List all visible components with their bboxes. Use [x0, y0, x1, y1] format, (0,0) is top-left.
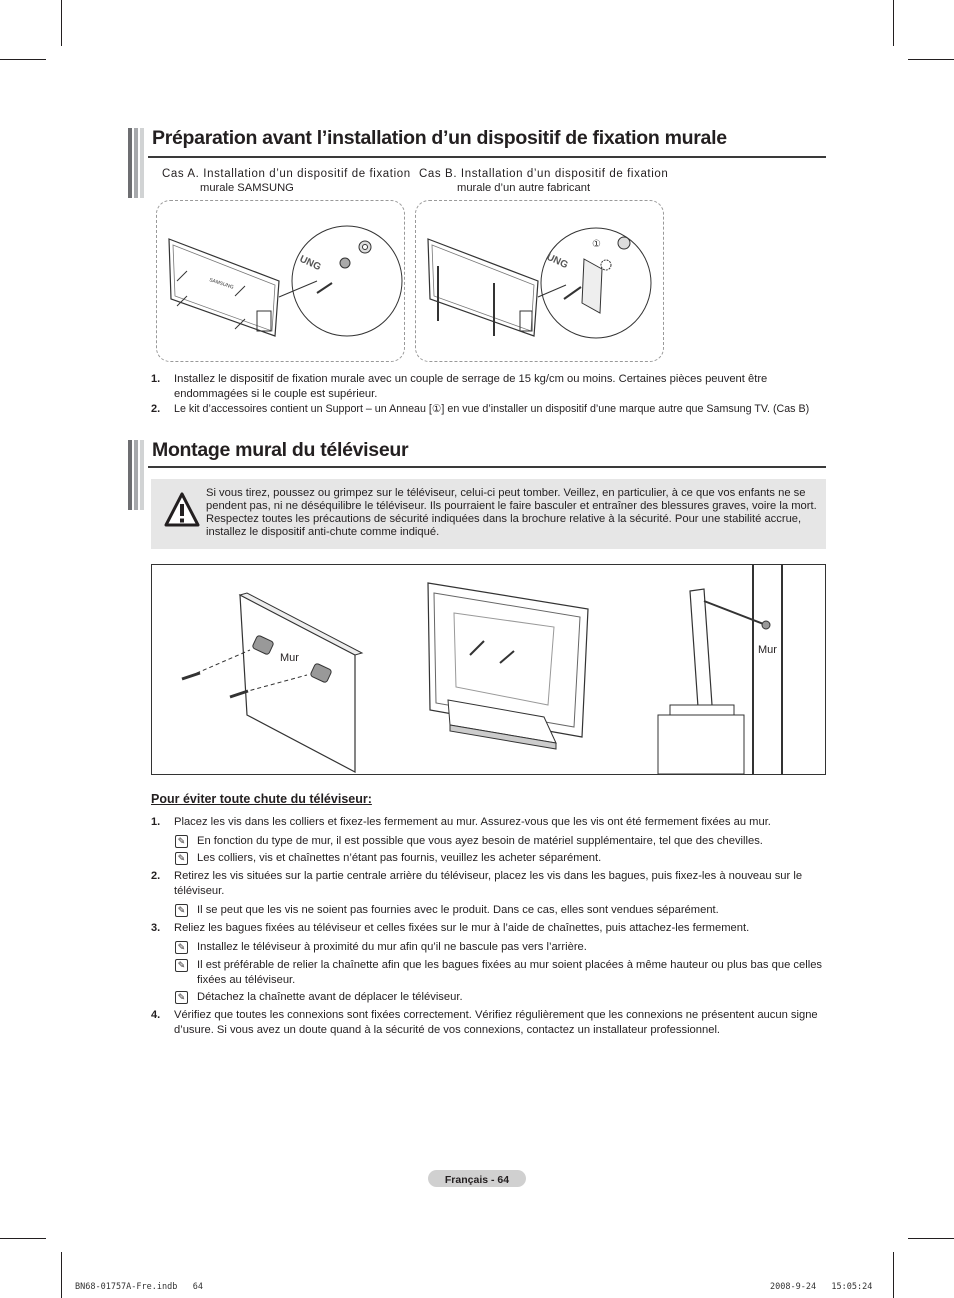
crop-mark [908, 1238, 954, 1239]
wall-chain-illustration [152, 565, 825, 774]
note-icon: ✎ [175, 852, 188, 865]
svg-text:UNG: UNG [297, 253, 323, 274]
wall-label: Mur [280, 652, 299, 664]
crop-mark [908, 59, 954, 60]
step-text: Vérifiez que toutes les connexions sont fixées correctement. Vérifiez régulièrement que les connexions ne présentent aucun signe d’usure. Si vous avez un doute quand à la sécurité de vos connexions, contactez un installateur professionnel. [174, 1009, 818, 1036]
section-title: Montage mural du téléviseur [152, 439, 409, 461]
note-icon: ✎ [175, 959, 188, 972]
tv-back-wall-mount-samsung-illustration [157, 201, 404, 361]
section-rule [148, 156, 826, 158]
anti-fall-illustration [151, 564, 826, 775]
warning-triangle-icon [164, 492, 200, 528]
crop-mark [893, 1252, 894, 1298]
svg-text:SAMSUNG: SAMSUNG [208, 277, 235, 291]
note-icon: ✎ [175, 835, 188, 848]
page-number-label: Français - 64 [444, 1174, 510, 1186]
subheading: Pour éviter toute chute du téléviseur: [151, 792, 372, 806]
step-note: Les colliers, vis et chaînettes n’étant pas fournis, veuillez les acheter séparément. [197, 852, 602, 864]
crop-mark [61, 1252, 62, 1298]
step-number: 2. [151, 870, 161, 882]
step-text: Placez les vis dans les colliers et fixez-les fermement au mur. Assurez-vous que les vis ont été fermement fixées au mur. [174, 816, 771, 828]
tv-back-wall-mount-other-illustration [416, 201, 663, 361]
footer-file: BN68-01757A-Fre.indb 64 [75, 1282, 203, 1292]
crop-mark [893, 0, 894, 46]
note-icon: ✎ [175, 904, 188, 917]
warning-text: Si vous tirez, poussez ou grimpez sur le téléviseur, celui-ci peut tomber. Veillez, en particulier, à ce que vos enfants ne se pendent pas, ni ne déséquilibre le téléviseur. Ils pourraient le faire basculer et entraîner des blessures graves, voire la mort. Respectez toutes les précautions de sécurité indiquées dans la brochure relative à la sécurité. Pour une stabilité accrue, installez le dispositif anti-chute comme indiqué. [206, 487, 817, 538]
step-number: 1. [151, 816, 161, 828]
note-icon: ✎ [175, 991, 188, 1004]
step-note: Il se peut que les vis ne soient pas fournies avec le produit. Dans ce cas, elles sont vendues séparément. [197, 904, 719, 916]
step-text: Retirez les vis situées sur la partie centrale arrière du téléviseur, placez les vis dans les bagues, puis fixez-les à nouveau sur le téléviseur. [174, 870, 803, 897]
list-item-text: Le kit d’accessoires contient un Support – un Anneau [①] en vue d’installer un dispositif d’une marque autre que Samsung TV. (Cas B) [174, 403, 810, 415]
list-item-text: Installez le dispositif de fixation murale avec un couple de serrage de 15 kg/cm ou moins. Certaines pièces peuvent être endommagées si le couple est supérieur. [174, 373, 768, 400]
step-number: 3. [151, 922, 161, 934]
case-b-illustration [415, 200, 664, 362]
step-note: En fonction du type de mur, il est possible que vous ayez besoin de matériel supplémentaire, tel que des chevilles. [197, 835, 763, 847]
step-note: Détachez la chaînette avant de déplacer le téléviseur. [197, 991, 463, 1003]
crop-mark [61, 0, 62, 46]
list-number: 1. [151, 373, 161, 385]
svg-text:UNG: UNG [544, 251, 570, 272]
wall-label: Mur [758, 644, 777, 656]
step-note: Installez le téléviseur à proximité du mur afin qu’il ne bascule pas vers l’arrière. [197, 941, 587, 953]
section-title: Préparation avant l’installation d’un dispositif de fixation murale [152, 127, 727, 149]
svg-text:①: ① [592, 239, 601, 250]
section-marker [128, 440, 144, 510]
step-note: Il est préférable de relier la chaînette afin que les bagues fixées au mur soient placées à même hauteur ou plus bas que celles fixées au téléviseur. [197, 959, 823, 986]
crop-mark [0, 1238, 46, 1239]
step-text: Reliez les bagues fixées au téléviseur et celles fixées sur le mur à l’aide de chaînettes, puis attachez-les fermement. [174, 922, 750, 934]
crop-mark [0, 59, 46, 60]
page-number-badge [428, 1170, 526, 1187]
note-icon: ✎ [175, 941, 188, 954]
section-marker [128, 128, 144, 198]
case-a-illustration [156, 200, 405, 362]
step-number: 4. [151, 1009, 161, 1021]
list-number: 2. [151, 403, 161, 415]
case-b-label: Cas B. Installation d’un dispositif de fixation murale d’un autre fabricant [419, 168, 669, 194]
warning-box [151, 479, 826, 549]
footer-date: 2008-9-24 15:05:24 [770, 1282, 873, 1292]
case-a-label: Cas A. Installation d’un dispositif de fixation murale SAMSUNG [162, 168, 411, 194]
section-rule [148, 466, 826, 468]
